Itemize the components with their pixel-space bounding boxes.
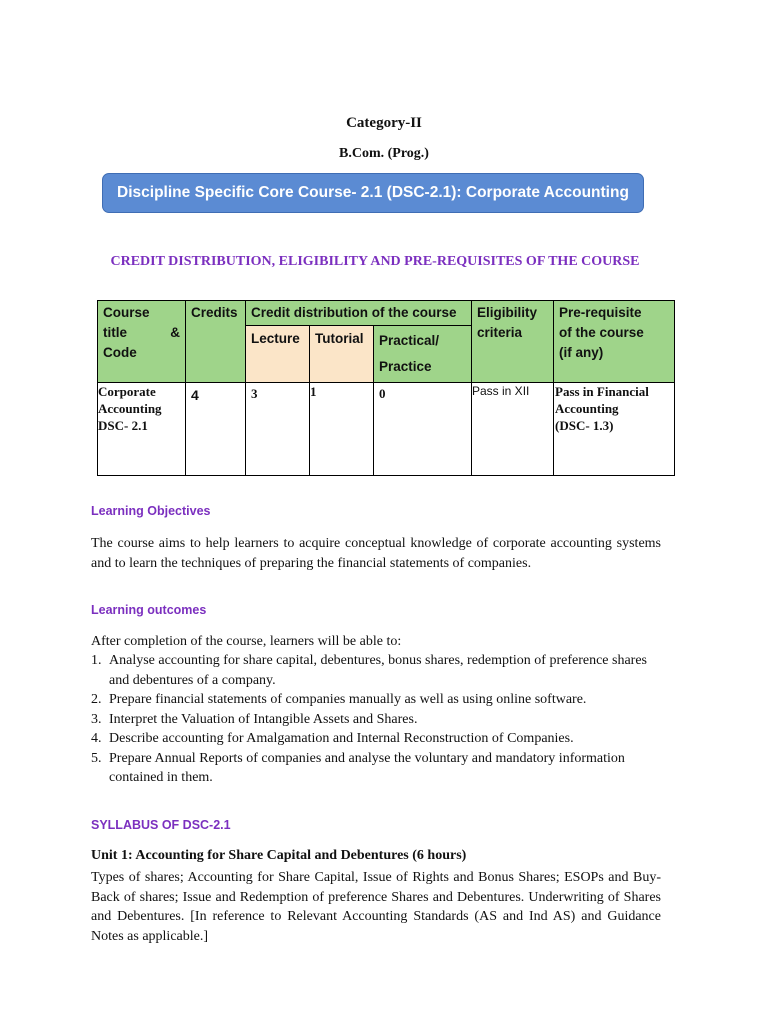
- row-tutorial: [310, 383, 374, 476]
- list-text: Prepare financial statements of companies manually as well as using online software.: [109, 692, 587, 707]
- header-tutorial: [310, 326, 374, 383]
- header-text: Credit distribution of the course: [251, 305, 457, 320]
- learning-objectives-heading: Learning Objectives: [91, 504, 211, 518]
- header-text: Code: [103, 345, 137, 360]
- credit-distribution-table: [97, 300, 675, 476]
- cell-text: (DSC- 1.3): [555, 418, 614, 433]
- header-text: Eligibility: [477, 305, 538, 320]
- cell-text: Accounting: [555, 401, 619, 416]
- row-course-title: [98, 383, 186, 476]
- list-number: 4.: [91, 731, 102, 746]
- list-text: Interpret the Valuation of Intangible Assets and Shares.: [109, 711, 418, 727]
- category-label: Category-II: [346, 115, 422, 131]
- header-prerequisite: [554, 301, 675, 383]
- header-text: criteria: [477, 325, 523, 340]
- cell-text: Pass in Financial: [555, 384, 649, 399]
- list-text: Prepare Annual Reports of companies and analyse the voluntary and mandatory information contained in them.: [109, 750, 625, 785]
- list-item: [91, 690, 661, 710]
- list-number: 3.: [91, 711, 102, 727]
- cell-text: Pass in XII: [472, 384, 530, 398]
- header-text: Lecture: [251, 331, 300, 346]
- header-text: Course: [103, 305, 150, 320]
- list-text: Describe accounting for Amalgamation and Internal Reconstruction of Companies.: [109, 731, 574, 746]
- learning-objectives-text: The course aims to help learners to acquire conceptual knowledge of corporate accounting systems and to learn the techniques of preparing the financial statements of companies.: [91, 536, 661, 571]
- header-text: of the course: [559, 325, 644, 340]
- syllabus-heading: SYLLABUS OF DSC-2.1: [91, 818, 231, 832]
- row-lecture: [246, 383, 310, 476]
- cell-text: 4: [191, 387, 199, 403]
- list-number: 2.: [91, 692, 102, 707]
- header-credits: [186, 301, 246, 383]
- list-item: [91, 710, 661, 730]
- list-number: 1.: [91, 653, 102, 668]
- unit-1-description: Types of shares; Accounting for Share Capital, Issue of Rights and Bonus Shares; ESOPs and Buy-Back of shares; Issue and Redemption of preference Shares and Debentures. Underwriting of Shares and Debentures. [In reference to Relevant Accounting Standards (AS and Ind AS) and Guidance Notes as applicable.]: [91, 870, 661, 944]
- list-item: [91, 749, 661, 788]
- cell-text: 3: [251, 386, 258, 401]
- cell-text: DSC- 2.1: [98, 418, 148, 433]
- header-text: Pre-requisite: [559, 305, 642, 320]
- list-item: [91, 651, 661, 690]
- unit-1-title: Unit 1: Accounting for Share Capital and Debentures (6 hours): [91, 848, 467, 863]
- header-eligibility: [472, 301, 554, 383]
- header-text: Credits: [191, 305, 238, 320]
- header-credit-distribution: [246, 301, 472, 326]
- learning-outcomes-intro: After completion of the course, learners will be able to:: [91, 634, 402, 649]
- list-text: Analyse accounting for share capital, debentures, bonus shares, redemption of preference shares and debentures of a company.: [109, 653, 648, 688]
- list-number: 5.: [91, 750, 102, 766]
- cell-text: 0: [379, 386, 386, 401]
- course-title-banner: Discipline Specific Core Course- 2.1 (DSC-2.1): Corporate Accounting: [102, 173, 644, 213]
- header-lecture: [246, 326, 310, 383]
- credit-section-heading: CREDIT DISTRIBUTION, ELIGIBILITY AND PRE-REQUISITES OF THE COURSE: [110, 254, 640, 269]
- header-text: Practical/: [379, 333, 440, 348]
- cell-text: 1: [310, 384, 317, 399]
- header-text: Practice: [379, 359, 432, 374]
- header-text: title: [103, 325, 128, 340]
- cell-text: Corporate: [98, 384, 156, 399]
- program-label: B.Com. (Prog.): [339, 146, 429, 161]
- header-text: Tutorial: [315, 331, 364, 346]
- header-text: &: [170, 325, 180, 340]
- row-eligibility: [472, 383, 554, 476]
- row-practical: [374, 383, 472, 476]
- cell-text: Accounting: [98, 401, 162, 416]
- learning-outcomes-heading: Learning outcomes: [91, 603, 207, 617]
- header-practical: [374, 326, 472, 383]
- header-text: (if any): [559, 345, 604, 360]
- row-credits: [186, 383, 246, 476]
- list-item: [91, 729, 661, 749]
- row-prerequisite: [554, 383, 675, 476]
- header-course-title: [98, 301, 186, 383]
- learning-outcomes-list: [91, 651, 661, 788]
